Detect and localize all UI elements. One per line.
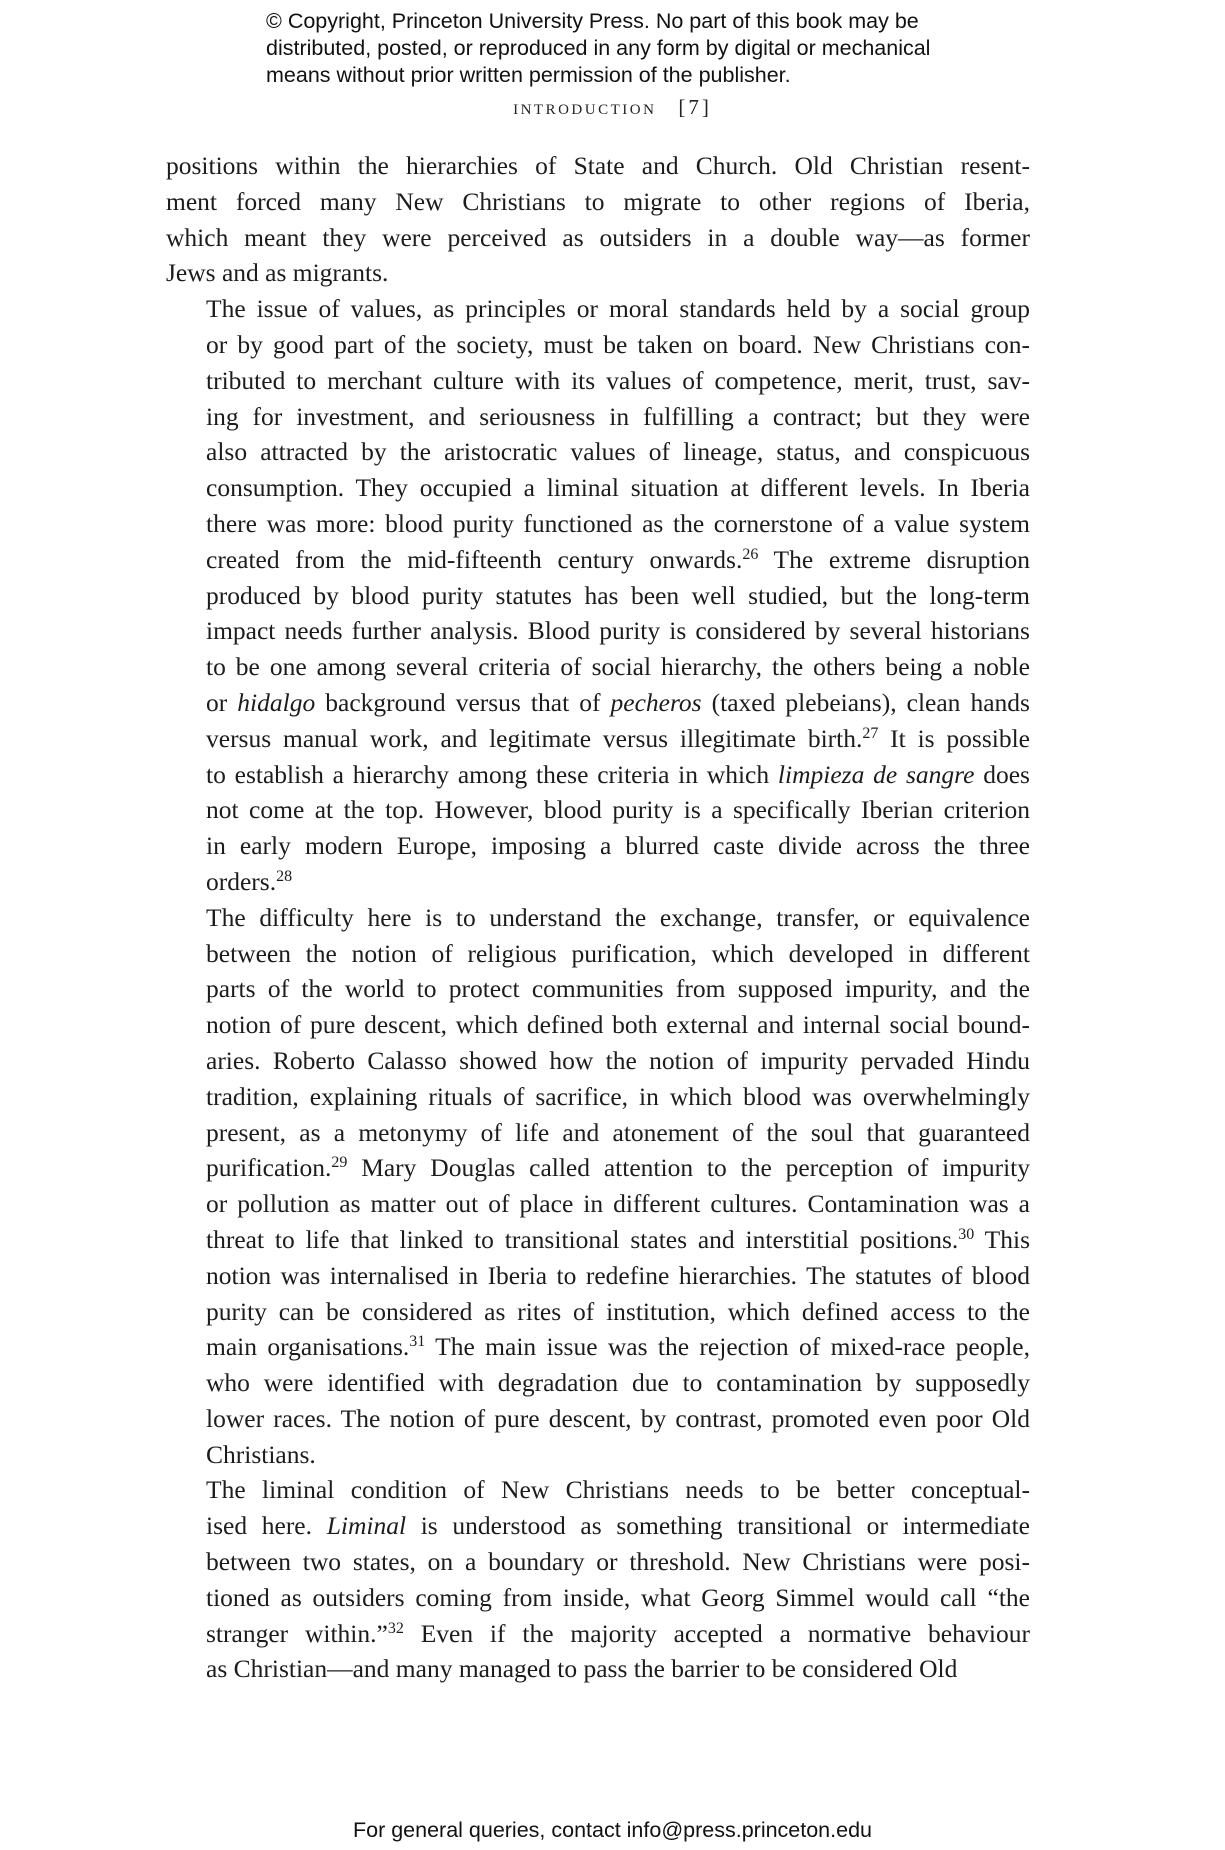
copyright-line: distributed, posted, or reproduced in any form by digital or mechanical [266, 36, 931, 60]
text-line: notion of pure descent, which defined both external and internal social bound- [206, 1010, 1030, 1040]
text-line: lower races. The notion of pure descent, by contrast, promoted even poor Old [206, 1403, 1030, 1433]
text-line: purification.$^{29}$ Mary Douglas called attention to the perception of impurity [206, 1153, 1030, 1183]
text-line: in early modern Europe, imposing a blurred caste divide across the three [206, 831, 1030, 861]
text-line: The liminal condition of New Christians needs to be better conceptual- [206, 1475, 1030, 1505]
footnote-ref: 27 [862, 724, 879, 742]
text-line: as Christian—and many managed to pass the barrier to be considered Old [206, 1654, 958, 1684]
paragraph [166, 1472, 1030, 1687]
text-line: created from the mid-fifteenth century onwards.$^{26}$ The extreme disruption [206, 544, 1031, 574]
text-line: or by good part of the society, must be taken on board. New Christians con- [206, 329, 1030, 359]
paragraph [166, 900, 1030, 1473]
text-line: positions within the hierarchies of State and Church. Old Christian resent- [166, 151, 1030, 180]
text-line: impact needs further analysis. Blood purity is considered by several historians [206, 616, 1030, 646]
footnote-ref: 30 [958, 1225, 975, 1243]
text-line: aries. Roberto Calasso showed how the notion of impurity pervaded Hindu [206, 1045, 1030, 1075]
paragraph [166, 291, 1030, 900]
footnote-ref: 31 [409, 1333, 426, 1351]
italic-term: Liminal [326, 1511, 407, 1541]
text-line: there was more: blood purity functioned as the cornerstone of a value system [206, 508, 1030, 538]
text-line: not come at the top. However, blood purity is a specifically Iberian criterion [206, 795, 1030, 825]
italic-term: hidalgo [237, 687, 316, 717]
text-line: stranger within.”$^{32}$ Even if the majority accepted a normative behaviour [206, 1618, 1030, 1648]
text-line: who were identified with degradation due to contamination by supposedly [206, 1368, 1030, 1398]
text-line: between two states, on a boundary or threshold. New Christians were posi- [206, 1547, 1030, 1577]
text-line: between the notion of religious purification, which developed in different [206, 938, 1030, 968]
text-line: versus manual work, and legitimate versus illegitimate birth.$^{27}$ It is possible [206, 723, 1030, 753]
text-line: notion was internalised in Iberia to redefine hierarchies. The statutes of blood [206, 1260, 1030, 1290]
italic-term: pecheros [610, 687, 702, 717]
text-line: which meant they were perceived as outsiders in a double way—as former [166, 222, 1030, 252]
text-line: produced by blood purity statutes has been well studied, but the long-term [206, 580, 1030, 610]
text-line: or pollution as matter out of place in different cultures. Contamination was a [206, 1189, 1030, 1219]
text-line: ment forced many New Christians to migrate to other regions of Iberia, [166, 186, 1030, 216]
text-line: to establish a hierarchy among these criteria in which limpieza de sangre does [206, 759, 1030, 789]
text-line: main organisations.$^{31}$ The main issue was the rejection of mixed-race people, [206, 1332, 1030, 1362]
text-line: also attracted by the aristocratic values of lineage, status, and conspicuous [206, 437, 1030, 467]
text-line: Christians. [206, 1439, 316, 1469]
text-line: to be one among several criteria of social hierarchy, the others being a noble [206, 652, 1030, 682]
text-line: ing for investment, and seriousness in fulfilling a contract; but they were [206, 401, 1030, 431]
text-line: tioned as outsiders coming from inside, what Georg Simmel would call “the [206, 1582, 1030, 1612]
text-line: consumption. They occupied a liminal situation at different levels. In Iberia [206, 473, 1030, 503]
text-line: or hidalgo background versus that of pecheros (taxed plebeians), clean hands [206, 687, 1030, 717]
text-line: The issue of values, as principles or moral standards held by a social group [206, 294, 1030, 324]
footer-contact: For general queries, contact info@press.princeton.edu [352, 1818, 872, 1842]
footnote-ref: 32 [387, 1619, 404, 1637]
footnote-ref: 26 [742, 545, 759, 563]
text-line: tradition, explaining rituals of sacrifice, in which blood was overwhelmingly [206, 1081, 1030, 1111]
text-line: orders.$^{28}$ [206, 866, 293, 896]
text-line: threat to life that linked to transitional states and interstitial positions.$^{30}$ This [206, 1224, 1030, 1254]
text-line: parts of the world to protect communities from supposed impurity, and the [206, 974, 1030, 1004]
footnote-ref: 28 [276, 867, 293, 885]
running-head [0, 95, 1225, 120]
footnote-ref: 29 [331, 1154, 348, 1172]
text-line: tributed to merchant culture with its values of competence, merit, trust, sav- [206, 365, 1030, 395]
running-head-title: introduction [513, 95, 657, 119]
paragraph [166, 148, 1030, 291]
page-number: [7] [678, 95, 712, 119]
text-line: ised here. Liminal is understood as something transitional or intermediate [206, 1511, 1030, 1541]
text-line: Jews and as migrants. [166, 258, 389, 288]
text-line: purity can be considered as rites of institution, which defined access to the [206, 1296, 1030, 1326]
copyright-line: © Copyright, Princeton University Press. No part of this book may be [266, 9, 919, 33]
copyright-notice [266, 8, 1026, 89]
italic-term: limpieza de sangre [777, 759, 975, 789]
copyright-line: means without prior written permission of the publisher. [266, 63, 791, 87]
text-line: The difficulty here is to understand the exchange, transfer, or equivalence [206, 902, 1030, 932]
text-line: present, as a metonymy of life and atonement of the soul that guaranteed [206, 1117, 1030, 1147]
body-text [166, 148, 1030, 1687]
